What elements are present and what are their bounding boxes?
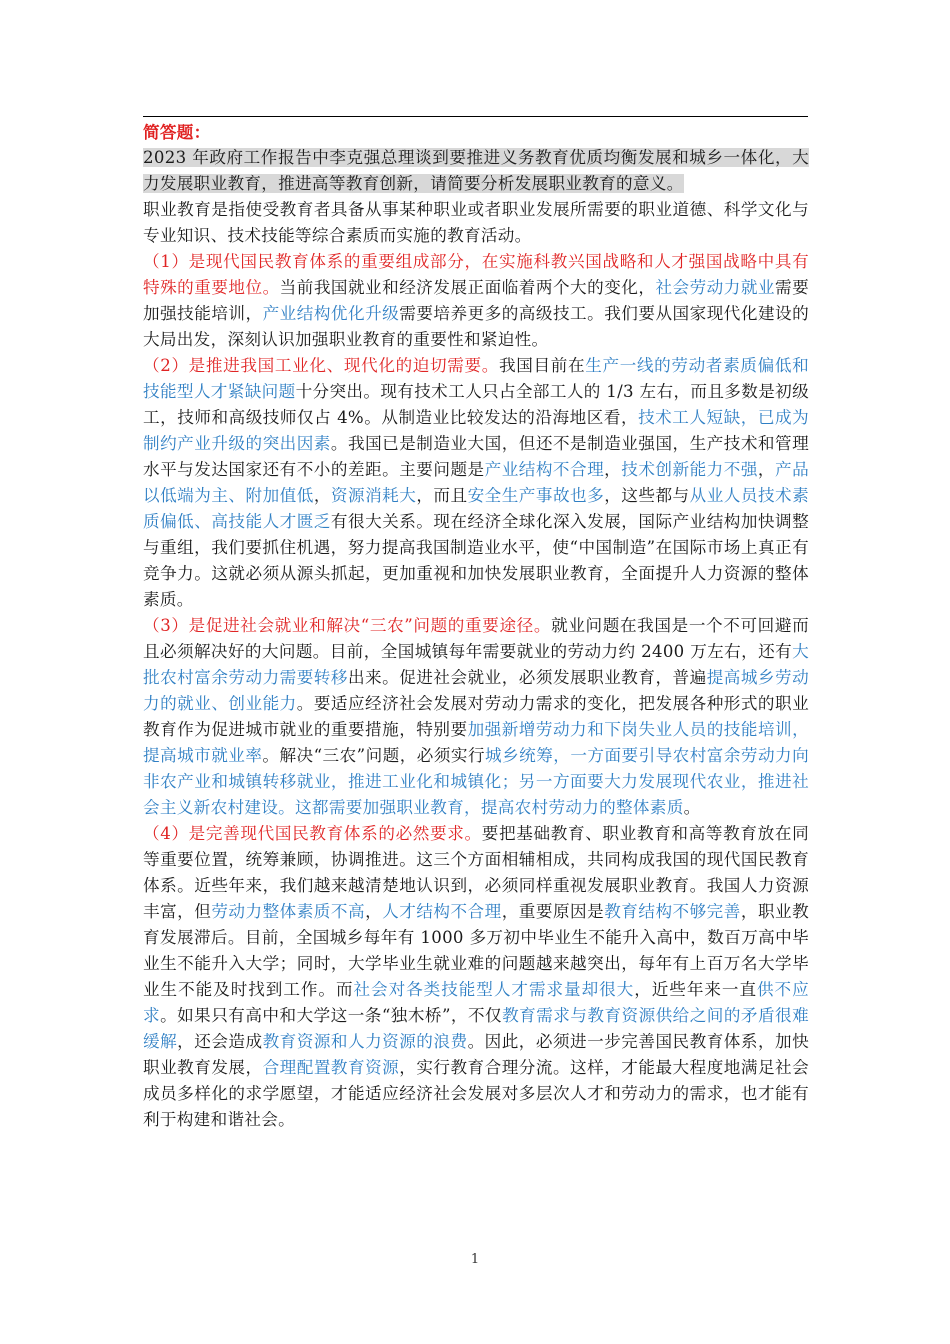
body-text: ， <box>313 486 331 505</box>
answer-paragraph-4 <box>143 821 809 1133</box>
body-text: 。我国已是制造业大国，但还不是制造业强国，生产技术和管理水平与发达国家还有不小的差距。主要问题是 <box>143 434 809 479</box>
question-text: 2023 年政府工作报告中李克强总理谈到要推进义务教育优质均衡发展和城乡一体化，大力发展职业教育，推进高等教育创新，请简要分析发展职业教育的意义。 <box>143 148 809 193</box>
body-text: 就业问题在我国是一个不可回避而且必须解决好的大问题。目前，全国城镇每年需要就业的劳动力约 2400 万左右，还有 <box>143 616 810 661</box>
key-phrase: 合理配置教育资源 <box>262 1058 400 1077</box>
point-heading: （2）是推进我国工业化、现代化的迫切需要。 <box>143 356 500 375</box>
question-paragraph <box>143 145 809 197</box>
body-text: ， <box>365 902 383 921</box>
body-text: ，实行教育合理分流。这样，才能最大程度地满足社会成员多样化的求学愿望，才能适应经济社会发展对多层次人才和劳动力的需求，也才能有利于构建和谐社会。 <box>143 1058 809 1129</box>
key-phrase: 生产一线的劳动者素质偏低和技能型人才紧缺问题 <box>143 356 809 401</box>
body-text: ，重要原因是 <box>501 902 605 921</box>
key-phrase: 城乡统筹，一方面要引导农村富余劳动力向非农产业和城镇转移就业，推进工业化和城镇化；另一方面要大力发展现代农业，推进社会主义新农村建设。这都需要加强职业教育，提高农村劳动力的整体素质 <box>143 746 809 817</box>
page-number: 1 <box>470 1252 480 1267</box>
body-text: ，职业教育发展滞后。目前，全国城乡每年有 1000 多万初中毕业生不能升入高中，数百万高中毕业生不能升入大学；同时，大学毕业生就业难的问题越来越突出，每年有上百万名大学毕业生不能及时找到工作。而 <box>143 902 809 999</box>
intro-paragraph: 职业教育是指使受教育者具备从事某种职业或者职业发展所需要的职业道德、科学文化与专业知识、技术技能等综合素质而实施的教育活动。 <box>143 200 809 245</box>
body-text: ， <box>757 460 776 479</box>
key-phrase: 产品以低端为主、附加值低 <box>143 460 809 505</box>
body-text: 。要适应经济社会发展对劳动力需求的变化，把发展各种形式的职业教育作为促进城市就业的重要措施，特别要 <box>143 694 809 739</box>
body-text: 有很大关系。现在经济全球化深入发展，国际产业结构加快调整与重组，我们要抓住机遇，努力提高我国制造业水平，使“中国制造”在国际市场上真正有竞争力。这就必须从源头抓起，更加重视和加快发展职业教育，全面提升人力资源的整体素质。 <box>143 512 809 609</box>
answer-paragraph-1 <box>143 249 809 353</box>
body-text: ，近些年来一直 <box>634 980 757 999</box>
body-text: 。如果只有高中和大学这一条“独木桥”，不仅 <box>160 1006 503 1025</box>
body-text: ，这些都与 <box>604 486 690 505</box>
body-text: 要把基础教育、职业教育和高等教育放在同等重要位置，统筹兼顾，协调推进。这三个方面相辅相成，共同构成我国的现代国民教育体系。近些年来，我们越来越清楚地认识到，必须同样重视发展职业教育。我国人力资源丰富，但 <box>143 824 810 921</box>
key-phrase: 社会对各类技能型人才需求量却很大 <box>353 980 635 999</box>
key-phrase: 劳动力整体素质不高 <box>211 902 366 921</box>
answer-paragraph-3 <box>143 613 809 821</box>
body-text: 。因此，必须进一步完善国民教育体系，加快职业教育发展， <box>143 1032 809 1077</box>
body-text: 。解决“三农”问题，必须实行 <box>262 746 486 765</box>
body-text: 需要加强技能培训， <box>143 278 809 323</box>
header-rule <box>143 116 808 117</box>
key-phrase: 资源消耗大 <box>330 486 417 505</box>
key-phrase: 安全生产事故也多 <box>467 486 605 505</box>
section-heading: 简答题： <box>143 122 211 142</box>
point-heading: （3）是促进社会就业和解决“三农”问题的重要途径。 <box>143 616 552 635</box>
key-phrase: 提高城乡劳动力的就业、创业能力 <box>143 668 809 713</box>
body-text: ，还会造成 <box>177 1032 263 1051</box>
key-phrase: 大批农村富余劳动力需要转移 <box>143 642 809 687</box>
point-heading: （1）是现代国民教育体系的重要组成部分，在实施科教兴国战略和人才强国战略中具有特殊的重要地位。 <box>143 252 809 297</box>
body-text: ，而且 <box>416 486 468 505</box>
body-text: 十分突出。现有技术工人只占全部工人的 1/3 左右，而且多数是初级工，技师和高级技师仅占 4%。从制造业比较发达的沿海地区看， <box>143 382 809 427</box>
answer-paragraph-2 <box>143 353 809 613</box>
point-heading: （4）是完善现代国民教育体系的必然要求。 <box>143 824 482 843</box>
body-text: 出来。促进社会就业，必须发展职业教育，普遍 <box>347 668 707 687</box>
body-text: 。 <box>683 798 701 817</box>
key-phrase: 教育资源和人力资源的浪费 <box>262 1032 468 1051</box>
body-text: 我国目前在 <box>499 356 586 375</box>
body-text: 需要培养更多的高级技工。我们要从国家现代化建设的大局出发，深刻认识加强职业教育的重要性和紧迫性。 <box>143 304 809 349</box>
key-phrase: 加强新增劳动力和下岗失业人员的技能培训，提高城市就业率 <box>143 720 810 765</box>
key-phrase: 技术工人短缺，已成为制约产业升级的突出因素 <box>143 408 809 453</box>
key-phrase: 从业人员技术素质偏低、高技能人才匮乏 <box>143 486 810 531</box>
key-phrase: 教育结构不够完善 <box>604 902 741 921</box>
answer-sections <box>143 249 809 1133</box>
body-text: ， <box>604 460 622 479</box>
body-text: 当前我国就业和经济发展正面临着两个大的变化， <box>279 278 656 297</box>
key-phrase: 供不应求 <box>143 980 809 1025</box>
key-phrase: 人才结构不合理 <box>382 902 502 921</box>
key-phrase: 社会劳动力就业 <box>655 278 776 297</box>
key-phrase: 技术创新能力不强 <box>621 460 758 479</box>
key-phrase: 教育需求与教育资源供给之间的矛盾很难缓解 <box>143 1006 809 1051</box>
document-body <box>143 119 809 1133</box>
key-phrase: 产业结构优化升级 <box>262 304 400 323</box>
key-phrase: 产业结构不合理 <box>484 460 605 479</box>
